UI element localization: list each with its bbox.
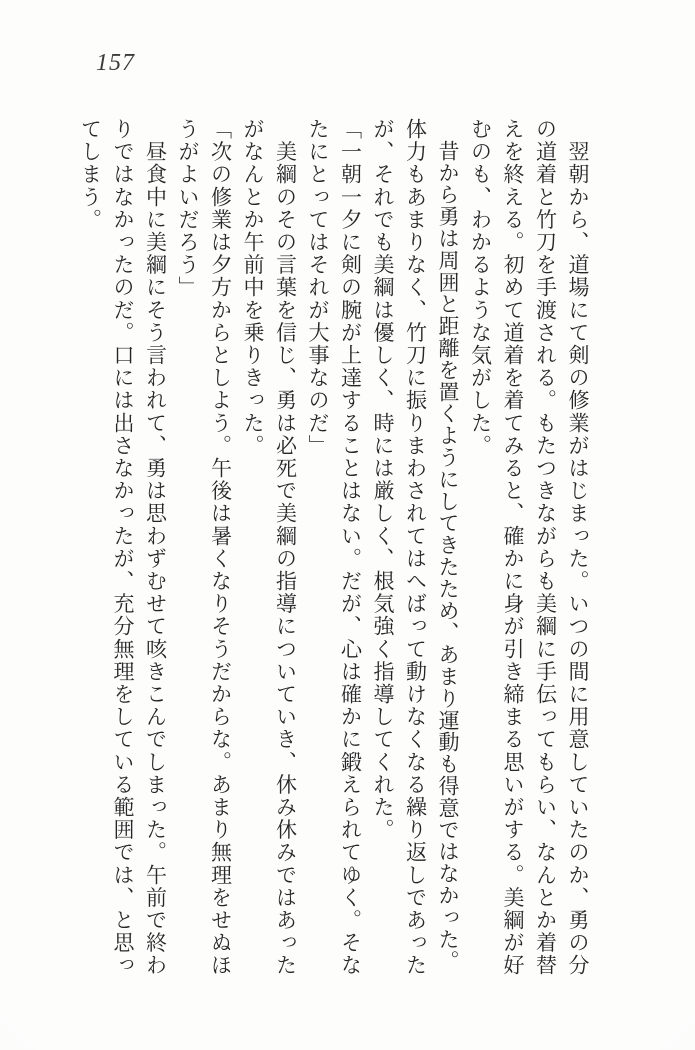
text-line: 昔から勇は周囲と距離を置くようにしてきたため、あまり運動も得意ではなかった。 [436, 118, 460, 973]
text-line: えを終える。初めて道着を着てみると、確かに身が引き締まる思いがする。美綱が好 [501, 118, 525, 977]
text-line: うがよいだろう」 [176, 118, 200, 299]
text-line: てしまう。 [78, 118, 103, 231]
text-line: がなんとか午前中を乗りきった。 [241, 118, 265, 457]
text-line: むのも、わかるような気がした。 [468, 118, 493, 457]
text-line: の道着と竹刀を手渡される。もたつきながらも美綱に手伝ってもらい、なんとか着替 [533, 118, 558, 977]
text-line: 美綱のその言葉を信じ、勇は必死で美綱の指導についていき、休み休みではあった [273, 118, 298, 977]
text-line: 昼食中に美綱にそう言われて、勇は思わずむせて咳きこんでしまった。午前で終わ [143, 118, 168, 977]
page-text [74, 118, 594, 984]
text-line: 体力もあまりなく、竹刀に振りまわされてはへばって動けなくなる繰り返しであった [403, 118, 428, 977]
text-line: が、それでも美綱は優しく、時には厳しく、根気強く指導してくれた。 [371, 118, 395, 842]
text-line: りではなかったのだ。口には出さなかったが、充分無理をしている範囲では、と思っ [111, 118, 135, 977]
page-number: 157 [96, 50, 135, 76]
text-line: たにとってはそれが大事なのだ」 [306, 118, 330, 457]
text-line: 「次の修業は夕方からとしよう。午後は暑くなりそうだからな。あまり無理をせぬほ [208, 118, 233, 977]
text-line: 「一朝一夕に剣の腕が上達することはない。だが、心は確かに鍛えられてゆく。そな [338, 118, 363, 977]
text-line: 翌朝から、道場にて剣の修業がはじまった。いつの間に用意していたのか、勇の分 [566, 118, 590, 977]
